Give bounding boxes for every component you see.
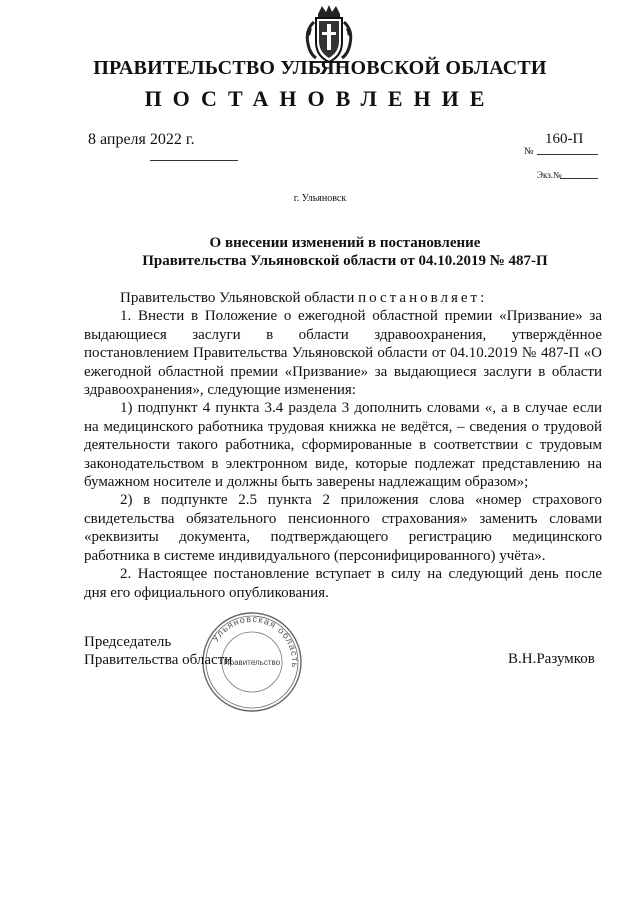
seal-center-text: Правительство [223,658,281,667]
intro-paragraph [84,289,602,307]
signatory-position-line-1: Председатель [84,634,172,650]
intro-verb: постановляет: [358,290,488,306]
paragraph-3: 2) в подпункте 2.5 пункта 2 приложения слова «номер страхового свидетельства обязательного пенсионного страхования» заменить словами «реквизиты документа, подтверждающего регистрацию медицинского работника в системе индивидуального (персонифицированного) учёта». [84,492,602,564]
government-title: ПРАВИТЕЛЬСТВО УЛЬЯНОВСКОЙ ОБЛАСТИ [93,57,547,79]
intro-lead: Правительство Ульяновской области [120,290,355,306]
copy-number-underline [560,178,598,179]
number-underline [537,154,598,155]
signatory-position [84,633,232,669]
number-label: № [524,146,534,157]
subject-line-1: О внесении изменений в постановление [209,235,481,251]
copy-number-label: Экз.№ [537,170,562,180]
document-body [84,289,602,602]
paragraph-2: 1) подпункт 4 пункта 3.4 раздела 3 дополнить словами «, а в случае если на медицинского работника трудовая книжка не ведётся, – сведения о трудовой деятельности такого работника, сформированные в соответствии с трудовым законодательством в электронном виде, которые подлежат представлению на бумажном носителе и должны быть заверены надлежащим образом»; [84,400,602,491]
signatory-position-line-2: Правительства области [84,652,233,668]
signatory-name: В.Н.Разумков [508,651,595,667]
document-number: 160-П [545,131,584,147]
city: г. Ульяновск [293,193,347,204]
paragraph-4: 2. Настоящее постановление вступает в силу на следующий день после дня его официального опубликования. [84,566,602,601]
document-type: ПОСТАНОВЛЕНИЕ [144,86,496,111]
subject-line-2: Правительства Ульяновской области от 04.10.2019 № 487-П [142,253,548,269]
date-underline [150,160,238,161]
paragraph-1: 1. Внести в Положение о ежегодной областной премии «Призвание» за выдающиеся заслуги в области здравоохранения, утверждённое постановлением Правительства Ульяновской области от 04.10.2019 № 487-П «О ежегодной областной премии «Призвание» за выдающиеся заслуги в области здравоохранения», следующие изменения: [84,308,602,399]
seal-ring-text: Ульяновская область [210,613,301,670]
document-date: 8 апреля 2022 г. [88,131,195,148]
